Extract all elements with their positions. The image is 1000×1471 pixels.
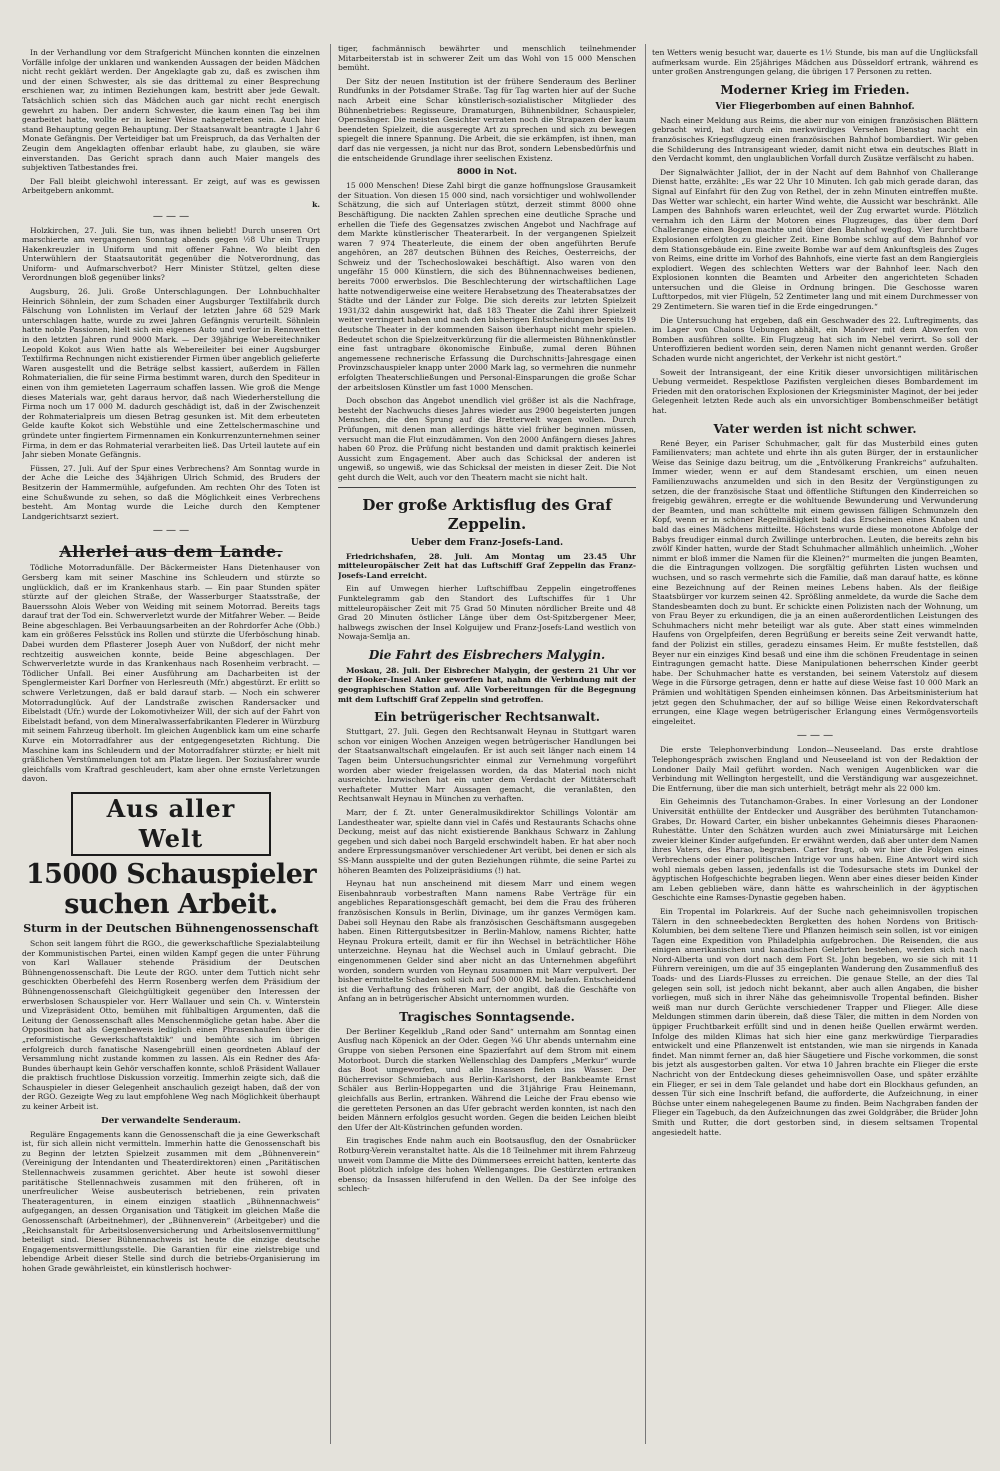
news-tropental: Ein Tropental im Polarkreis. Auf der Suche nach geheimnisvollen tropischen Tälern in den schneebedeckten Bergketten des hohen Nordens von Britisch-Kolumbien, bei dem seltene Tiere und Pflanzen heimisch sein sollen, ist vor einigen Tagen eine Expedition von Philadelphia aufgebrochen. Die Reisenden, die aus einigen amerikanischen und kanadischen Gelehrten bestehen, werden sich nach Nord-Alberta und von dort nach dem Fort St. John begeben, wo sie sich mit 11 Führern vereinigen, um die auf 35 eingeplanten Wanderung den Zusammenfluß des Toads- und des Liards-Flusses zu erreichen. Die genaue Stelle, an der dies Tal gelegen sein soll, ist jedoch nicht bekannt, aber auch allen Angaben, die bisher vorliegen, muß sich in ihrer Nähe das geheimnisvolle Tropental befinden. Bisher weiß man nur durch Gerüchte verschiedener Trapper und Flieger. Alle diese Meldungen stimmen darin überein, daß diese Täler, die mitten in dem Norden von üppiger Fruchtbarkeit erfüllt sind und in denen heiße Quellen erwärmt werden. Infolge des milden Klimas hat sich hier eine ganz merkwürdige Tierparadies entwickelt und eine Pflanzenwelt ist entstanden, wie man sie nirgends in Kanada findet. Man nimmt ferner an, daß hier Säugetiere und Fische vorkommen, die sonst bis jetzt als ausgestorben galten. Vor etwa 10 Jahren brachte ein Flieger die erste Nachricht von der Entdeckung dieses geheimnisvollen Oase, und später erzählte ein Flieger, er sei in dem Tale gelandet und habe dort ein Blockhaus gefunden, an dessen Tür sich eine Inschrift befand, die aufforderte, die Aufzeichnung, in einer Büchse unter einem nahegelegenen Baume zu finden. Beim Nachgraben fanden der Flieger ein Tagebuch, da den Aufzeichnungen das zwei Goldgräber, die Brüder John Smith und Rutter, die dort gestorben sind, in diesem seltsamen Tropental angesiedelt hatte. <box>652 906 978 1137</box>
article-rechtsanwalt: Marr, der f. Zt. unter Generalmusikdirektor Schillings Volontär am Landestheater war, spielte dann viel in Cafés und Restaurants Schachs ohne Deckung, meist auf das nicht existierende Bankhaus Schwarz in Zahlung gegeben und sich dabei noch Bargeld erschwindelt haben. Er hat aber noch andere Erpressungsmanöver verschiedener Art verübt, bei denen er sich als SS-Mann ausspielte und der guten Beziehungen rühmte, die seine Partei zu höheren Beamten des Polizeipräsidiums (!) hat. <box>338 808 636 875</box>
column-1 <box>22 48 320 1448</box>
article-krieg: Die Untersuchung hat ergeben, daß ein Geschwader des 22. Luftregiments, das im Lager von Chalons Uebungen abhält, ein Manöver mit dem Abwerfen von Bomben ausführen sollte. Ein Flugzeug hat sich im Nebel verirrt. So soll der Unteroffizieren bedient worden sein, deren Namen nicht genannt werden. Großer Schaden wurde nicht angerichtet, der Verkehr ist nicht gestört.“ <box>652 315 978 364</box>
headline-krieg: Moderner Krieg im Frieden. <box>720 82 910 97</box>
subheading-not: 8000 in Not. <box>457 167 517 178</box>
author-signoff: k. <box>312 199 320 209</box>
article-sonntagsende: Ein tragisches Ende nahm auch ein Bootsausflug, den der Osnabrücker Rotburg-Verein veranstaltet hatte. Als die 18 Teilnehmer mit ihrem Fahrzeug unweit vom Damme die Mitte des Dümmersees erreicht hatten, kenterte das Boot plötzlich infolge des hohen Wellenganges. Die Gestürzten ertranken ebenso; da Insassen hilferufend in den Wellen. Da der See infolge des schlech- <box>338 1136 636 1194</box>
article-paragraph: Der Sitz der neuen Institution ist der frühere Senderaum des Berliner Rundfunks in der Potsdamer Straße. Tag für Tag warten hier auf der Suche nach Arbeit eine Schar künstlerisch-sozialistischer Mitglieder des Bühnenbetriebes: Regisseure, Dramaturgen, Bühnenbildner, Schauspieler, Opernsänger. Die meisten Gesichter verraten noch die Strapazen der kaum beendeten Spielzeit, die ausgeregte Art zu sprechen und sich zu bewegen spiegelt die innere Spannung. Die Arbeit, die sie erkämpfen, ist ihnen, man darf das nie vergessen, ja nicht nur das Brot, sondern Lebensbedürfnis und die entscheidende Grundlage ihrer seelischen Existenz. <box>338 76 636 163</box>
section-heading-welt: Aus aller Welt <box>71 792 271 856</box>
subheading-senderaum: Der verwandelte Senderaum. <box>101 1115 241 1126</box>
article-krieg: Soweit der Intransigeant, der eine Kritik dieser unvorsichtigen militärischen Uebung vermeidet. Respektlose Pazifisten vergleichen dieses Bombardement im Frieden mit den oratorischen Explosionen der Kriegsminister Maginot, der bei jeder Gelegenheit letzten Rede auch als ein unvorsichtiger Bombenschmeißer betätigt hat. <box>652 367 978 415</box>
article-paragraph: Doch obschon das Angebot unendlich viel größer ist als die Nachfrage, besteht der Nachwuchs dieses Jahres wieder aus 2900 begeisterten jungen Menschen, die den Sprung auf die Bretterwelt wagen wollen. Durch Prüfungen, mit denen man allerdings hätte viel früher beginnen müssen, versucht man die Flut einzudämmen. Von den 2000 Anfängern dieses Jahres haben 60 Proz. die Prüfung nicht bestanden und damit praktisch keinerlei Aussicht zum Engagement. Aber auch das Schicksal der anderen ist ungewiß, so ungewiß, wie das Schicksal der meisten in dieser Zeit. Die Not geht durch die Welt, auch vor den Theatern macht sie nicht halt. <box>338 396 636 482</box>
news-holzkirchen: Holzkirchen, 27. Juli. Sie tun, was ihnen beliebt! Durch unseren Ort marschierte am vergangenen Sonntag abends gegen ½8 Uhr ein Trupp Hakenkreuzler in Uniform und mit offener Fahne. Wo bleibt den Unterwühlern der Staatsautorität gegenüber die Notverordnung, das Uniform- und Aufmarschverbot? Herr Minister Stützel, gelten diese Verordnungen bloß gegenüber links? <box>22 225 320 283</box>
article-paragraph: Der Fall bleibt gleichwohl interessant. Er zeigt, auf was es gewissen Arbeitgebern ankommt. <box>22 176 320 196</box>
column-rule-right <box>645 44 646 1444</box>
article-rechtsanwalt: Stuttgart, 27. Juli. Gegen den Rechtsanwalt Heynau in Stuttgart waren schon vor einigen Wochen Anzeigen wegen betrügerischer Handlungen bei der Staatsanwaltschaft eingelaufen. Er ist auch seit länger nach einem 14 Tagen beim Untersuchungsrichter einmal zur Vernehmung vorgeführt worden aber wieder freigelassen worden, da das Material noch nicht ausreichte. Inzwischen hat ein unter dem Verdacht der Mittäterschaft verhafteter Mutter Marr Aussagen gemacht, die veranlaßten, den Rechtsanwalt Heynau in München zu verhaften. <box>338 727 636 804</box>
headline-schauspieler: 15000 Schauspieler suchen Arbeit. <box>25 858 317 920</box>
news-fuessen: Füssen, 27. Juli. Auf der Spur eines Verbrechens? Am Sonntag wurde in der Ache die Leiche des 34jährigen Ulrich Schmid, des Bruders der Besitzerin der Hammermühle, aufgefunden. Am rechten Ohr des Toten ist eine Schußwunde zu sehen, so daß die Möglichkeit eines Verbrechens besteht. Am Montag wurde die Leiche durch den Kemptener Landgerichtsarzt seziert. <box>22 463 320 521</box>
subheadline-schauspieler: Sturm in der Deutschen Bühnengenossenschaft <box>23 921 319 935</box>
column-3 <box>652 48 978 1448</box>
section-heading-lande: Allerlei aus dem Lande. <box>59 542 283 562</box>
headline-sonntagsende: Tragisches Sonntagsende. <box>399 1009 575 1024</box>
article-sonntagsende: Der Berliner Kegelklub „Rand oder Sand“ unternahm am Sonntag einen Ausflug nach Köpenick an der Oder. Gegen ¾6 Uhr abends unternahm eine Gruppe von sieben Personen eine Spazierfahrt auf dem Strom mit einem Motorboot. Durch die starken Wellenschlag des Dampfers „Merkur“ wurde das Boot umgeworfen, und alle Insassen fielen ins Wasser. Der Bücherrevisor Schmiebach aus Berlin-Karlshorst, der Bankbeamte Ernst Schäler aus Berlin-Hoppegarten und die 31jährige Frau Heinemann, gleichfalls aus Berlin, ertranken. Während die Leiche der Frau ebenso wie die geretteten Personen an das Ufer gebracht werden konnten, ist nach den beiden Männern erfolglos gesucht worden. Gegen die beiden Leichen bleibt den Ufer der Alt-Küstrinchen gefunden worden. <box>338 1026 636 1132</box>
article-paragraph: 15 000 Menschen! Diese Zahl birgt die ganze hoffnungslose Grausamkeit der Situation. Von diesen 15 000 sind, nach vorsichtiger und wohlwollender Schätzung, die sich auf Unterlagen stützt, derzeit stimmt 8000 ohne Beschäftigung. Die nackten Zahlen sprechen eine deutliche Sprache und erhellen die Tiefe des Gegensatzes zwischen Angebot und Nachfrage auf dem Markte künstlerischer Theaterarbeit. In der vergangenen Spielzeit waren 7 974 Theaterleute, die einem der oben angeführten Berufe angehören, an 287 deutschen Bühnen des Reiches, Oesterreichs, der Schweiz und der Tschechoslowakei beschäftigt. Also waren von den ungefähr 15 000 Künstlern, die sich des Bühnennachweises bedienen, bereits 7000 erwerbslos. Die Beschlechterung der wirtschaftlichen Lage hatte notwendigerweise eine weitere Herabsetzung des Theaterabsatzes der Städte und der Länder zur Folge. Die sich dereits zur letzten Spielzeit 1931/32 dahin ausgewirkt hat, daß 183 Theater die Zahl ihrer Spielzeit weiter verringert haben und nach den bisherigen Entscheidungen bereits 19 deutsche Theater in der kommenden Saison überhaupt nicht mehr spielen. Bedeutet schon die Spielzeitverkürzung für die allermeisten Bühnenkünstler eine fast untragbare ökonomische Einbuße, zumal deren Bühnen angemessene rechnerische Erfassung die Durchschnitts-Jahresgage einen Provinzschauspieler knapp unter 2000 Mark lag, so vermehren die nunmehr erfolgten Theaterschließungen und Personal-Einsparungen die große Schar der arbeitslosen Künstler um fast 1000 Menschen. <box>338 181 636 392</box>
article-schauspieler: Schon seit langem führt die RGO., die gewerkschaftliche Spezialabteilung der Kommunistischen Partei, einen wilden Kampf gegen die unter Führung von Karl Wallauer stehende Präsidium der Deutschen Bühnengenossenschaft. Die Leute der RGO. unter dem Tuttich nicht sehr geschickten Oberbefehl des Herrn Rosenberg werfen dem Präsidium der Bühnengenossenschaft Gleichgültigkeit gegenüber den Interessen der erwerbslosen Schauspieler vor. Herr Wallauer und sein Ch. v. Winterstein und Vizepräsident Otto, bemühen mit fühlbaltigen Argumenten, daß die Leitung der Genossenschaft alles Menschenmögliche getan habe. Aber die Opposition hat als Gegenbeweis lediglich einen Phrasenhaufen über die „reformistische Gewerkschaftstaktik“ und bemühte sich im übrigen erfolgreich durch fanatische Nasengebrüll einen geordneten Ablauf der Versammlung nicht zustande kommen zu lassen. Als ein Redner des Afa-Bundes überhaupt kein Gehör verschaffen konnte, schloß Präsident Wallauer die praktisch fruchtlose Diskussion vorzeitig. Immerhin zeigte sich, daß die Schauspieler in dieser Gelegenheit anschaulich gezeigt haben, daß der von der RGO. Gezeigte Weg zu laut empfohlene Weg nach Möglichkeit überhaupt zu keiner Arbeit ist. <box>22 938 320 1112</box>
headline-malygin: Die Fahrt des Eisbrechers Malygin. <box>368 647 606 662</box>
article-zeppelin-lead: Friedrichshafen, 28. Juli. Am Montag um 23.45 Uhr mitteleuropäischer Zeit hat das Luftschiff Graf Zeppelin das Franz-Josefs-Land erreicht. <box>338 551 636 580</box>
article-malygin: Moskau, 28. Juli. Der Eisbrecher Malygin, der gestern 21 Uhr vor der Hooker-Insel Anker geworfen hat, nahm die Verbindung mit der geographischen Station auf. Alle Vorbereitungen für die Begegnung mit dem Luftschiff Graf Zeppelin sind getroffen. <box>338 665 636 704</box>
column-rule-left <box>330 44 331 1444</box>
subheadline-krieg: Vier Fliegerbomben auf einen Bahnhof. <box>715 101 915 112</box>
article-continuation: tiger, fachmännisch bewährter und menschlich teilnehmender Mitarbeiterstab ist in schwerer Zeit um das Wohl von 15 000 Menschen bemüht. <box>338 44 636 73</box>
subheadline-zeppelin: Ueber dem Franz-Josefs-Land. <box>410 537 564 548</box>
headline-vater: Vater werden ist nicht schwer. <box>713 421 917 436</box>
separator: — — — <box>152 210 190 222</box>
separator: — — — <box>152 525 190 537</box>
article-vater: René Beyer, ein Pariser Schuhmacher, galt für das Musterbild eines guten Familienvaters; man achtete und ehrte ihn als guten Bürger, der in erstaunlicher Weise das Seinige dazu beitrug, um die „Entvölkerung Frankreichs“ aufzuhalten. Immer wieder, wenn er auf dem Standesamt erschien, um einen neuen Familienzuwachs anzumelden und sich in den Besitz der Vergünstigungen zu setzen, die der französische Staat und öffentliche Stiftungen den Kinderreichen so freigebig gewähren, erregte er die wohltuende Bewunderung und Verwunderung der Beamten, und man schüttelte mit einem gewissen fälligen Schmunzeln den Kopf, wenn er in schöner Regelmäßigkeit bald das Erscheinen eines Knaben und bald das eines Mädchens mitteilte. Höchstens wurde diese monotone Abfolge der Babys freudiger einmal durch Zwillinge unterbrochen. Leuten, die bereits zehn bis zwölf Kinder hatten, wurde der Stadt Schuhmacher allmählich unheimlich. „Woher nimmt er bloß immer die Namen für die Kleinen?“ murmelten die jungen Beamten, die die Eintragungen vollzogen. Die sorgfältig geführten Listen wuchsen und wuchsen, und so rasch vermehrte sich die Familie, daß man darauf hatte, es könne eine Bezeichnung auf der Reinen meines Lebens haben. Als der fleißige Staatsbürger vor kurzem seinen 42. Sprößling anmeldete, da wurde die Sache dem Standesbeamten doch zu bunt. Er schickte einen Polizisten nach der Wohnung, um von Frau Beyer zu erkundigen, die ja an einen außerordentlichen Leistungen des Schuhmachers nicht mehr beteiligt war als gute. Aber statt eines wimmelnden Haufens von Orgelpfeifen, deren Begrüßung er bereits seine Zeit verwandt hatte, fand der Polizist ein stilles, geradezu einsames Heim. Er mußte feststellen, daß Beyer nur ein einziges Kind besaß und eine ihm die schönen Freudentage in seinen Eintragungen gemacht hatte. Diese Manipulationen beherrschen Kinder geerbt habe. Der Schuhmacher hatte es verstanden, bei seinem Vaterstolz auf diesem Wege in die Fürsorge getragen, denn er hatte auf diese Weise fast 10 000 Mark an Prämien und wohltätigen Spenden einheimsen können. Das Arbeitsministerium hat jetzt gegen den Schuhmacher, der auf so billige Weise einen Rekordvaterschaft errungen, eine Klage wegen betrügerischer Erlangung eines Vermögensvorteils eingeleitet. <box>652 438 978 726</box>
separator: — — — <box>796 730 834 742</box>
news-augsburg: Augsburg, 26. Juli. Große Unterschlagungen. Der Lohnbuchhalter Heinrich Söhnlein, der zum Schaden einer Augsburger Textilfabrik durch Fälschung von Lohnlisten im Verlauf der letzten Jahre 68 529 Mark unterschlagen hatte, wurde zu zwei Jahren Gefängnis verurteilt. Söhnlein hatte noble Passionen, hielt sich ein eigenes Auto und verlor in Rennwetten in den letzten Jahren rund 9000 Mark. — Der 39jährige Webereitechniker Leopold Kokot aus Wien hatte als Webereileiter bei einer Augsburger Textilfirma Rechnungen nicht existierender Firmen über angeblich gelieferte Waren ausgestellt und die Beträge selbst kassiert, außerdem in Fällen Rohmaterialien, die für seine Firma bestimmt waren, durch den Spediteur in einen von ihm gemieteten Lagerraum schaffen lassen. Wie groß die Menge dieses Materials war, geht daraus hervor, daß nach Wiederherstellung die Firma noch um 17 000 M. dadurch geschädigt ist, daß in der Zwischenzeit der Rohmaterialpreis um diesen Betrag gesunken ist. Mit dem erbeuteten Gelde kaufte Kokot sich Webstühle und eine Zettelschermaschine und gründete unter fingiertem Firmennamen ein Konkurrenzunternehmen seiner Firma, in dem er das Rohmaterial verarbeiten ließ. Das Urteil lautete auf ein Jahr sieben Monate Gefängnis. <box>22 287 320 460</box>
article-rechtsanwalt: Heynau hat nun anscheinend mit diesem Marr und einem wegen Eisenbahnraub vorbestraften Mann namens Rabe Verträge für ein angebliches Reparationsgeschäft gemacht, bei dem die Frau des früheren französischen Konsuls in Berlin, Divinage, um ihr ganzes Vermögen kam. Dabei soll Heynau den Rabe als französischen Geschäftsmann ausgegeben haben. Einen Rittergutsbesitzer in Berlin-Mahlow, namens Richter, hatte Heynau Prokura erteilt, damit er für ihn Wechsel in beträchtlicher Höhe unterzeichne. Heynau hat die Wechsel auch in Umlauf gebracht. Die eingenommenen Gelder sind aber nicht an das Unternehmen abgeführt worden, sondern wurden von Heynau zusammen mit Marr verpulvert. Der bisher ermittelte Schaden soll sich auf 500 000 RM. belaufen. Entscheidend ist die Verhaftung des früheren Marr, der angibt, daß die Geschäfte von Anfang an in betrügerischer Absicht unternommen wurden. <box>338 879 636 1004</box>
article-krieg: Der Signalwächter Jalliot, der in der Nacht auf dem Bahnhof von Challerange Dienst hatte, erzählte: „Es war 22 Uhr 10 Minuten. Ich gab mich gerade daran, das Signal auf Einfahrt für den Zug von Rethel, der in zehn Minuten eintreffen mußte. Das Wetter war schlecht, ein harter Wind wehte, die Aussicht war beschränkt. Alle Lampen des Bahnhofs waren erleuchtet, weil der Zug erwartet wurde. Plötzlich vernahm ich den Lärm der Motoren eines Flugzeuges, das über dem Dorf Challerange einen Bogen machte und über den Bahnhof wegflog. Vier furchtbare Explosionen erfolgten zu gleicher Zeit. Eine Bombe schlug auf dem Bahnhof vor dem Stationsgebäude ein. Eine zweite Bombe war auf dem Ankunftsgleis des Zuges von Reims, eine dritte im Vorhof des Bahnhofs, eine vierte fast an dem Rangiergleis explodiert. Wegen des schlechten Wetters war der Bahnhof leer. Nach den Explosionen konnten die Beamten und Arbeiter den angerichteten Schaden untersuchen und die Gleise in Ordnung bringen. Die Geschosse waren Lufttorpedos, mit vier Flügeln, 52 Zentimeter lang und mit einem Durchmesser von 29 Zentimetern. Sie waren tief in die Erde eingedrungen.“ <box>652 167 978 312</box>
news-tutanchamon: Ein Geheimnis des Tutanchamon-Grabes. In einer Vorlesung an der Londoner Universität enthüllte der Entdecker und Ausgräber des berühmten Tutanchamon-Grabes, Dr. Howard Carter, ein bisher unbekanntes Geheimnis dieses Pharaonen-Ruhestätte. Unter den Schätzen wurden auch zwei Miniatursärge mit Leichen zweier kleiner Kinder aufgefunden. Er erwähnt werden, daß aber unter dem Namen ihres Vaters, des Pharao, begraben. Carter fragt, ob wir hier die Folgen eines Verbrechens oder einer politischen Intrige vor uns haben. Eine Antwort wird sich wohl niemals geben lassen, jedenfalls ist die Todesursache stets im Dunkel der ägyptischen Hofgeschichte begraben liegen. Wenn aber eines dieser beiden Kinder am Leben geblieben wäre, dann hätte es wahrscheinlich in der ägyptischen Geschichte eine Ramses-Dynastie gegeben haben. <box>652 797 978 903</box>
news-lande: Tödliche Motorradunfälle. Der Bäckermeister Hans Dietenhauser von Gersberg kam mit seiner Maschine ins Schleudern und stürzte so unglücklich, daß er im Krankenhaus starb. — Ein paar Stunden später stürzte auf der gleichen Straße, der Wasserburger Staatsstraße, der Bauerssohn Alois Weber von Weiding mit seinem Motorrad. Bereits tags darauf trat der Tod ein. Schwerverletzt wurde der Mitfahrer Weber. — Beide Beine abgeschlagen. Bei Verbauungsarbeiten an der Rohrdorfer Ache (Obb.) kam ein größeres Felsstück ins Rollen und stürzte die Uferböschung hinab. Dabei wurden dem Pflasterer Joseph Auer von Nußdorf, der nicht mehr rechtzeitig ausweichen konnte, beide Beine abgeschlagen. Der Schwerverletzte wurde in das Krankenhaus nach Rosenheim verbracht. — Tödlicher Unfall. Bei einer Ausführung am Dacharbeiten ist der Spenglermeister Karl Dorfner von Herlesreuth (Mfr.) abgestürzt. Er erlitt so schwere Verletzungen, daß er bald darauf starb. — Noch ein schwerer Motorradunglück. Auf der Landstraße zwischen Randersacker und Eibelstadt (Ufr.) wurde der Lokomotivheizer Will, der sich auf der Fahrt von Eibelstadt befand, von dem Mineralwasserfabrikanten Flederer in Würzburg mit seinem Fahrzeug überholt. Im gleichen Augenblick kam um eine scharfe Kurve ein Motorradfahrer aus der entgegengesetzten Richtung. Die Maschine kam ins Schleudern und der Motorradfahrer stürzte; er hielt mit gräßlichen Verstümmelungen tot am Platze liegen. Der Soziusfahrer wurde gleichfalls vom Kraftrad geschleudert, kam aber ohne ernste Verletzungen davon. <box>22 563 320 784</box>
headline-zeppelin: Der große Arktisflug des Graf Zeppelin. <box>362 495 612 533</box>
article-krieg: Nach einer Meldung aus Reims, die aber nur von einigen französischen Blättern gebracht wird, hat durch ein merkwürdiges Versehen Dienstag nacht ein französisches Kriegsflugzeug einen französischen Bahnhof bombardiert. Wir geben die Schilderung des Intransigeant wieder, damit nicht etwa ein deutsches Blatt in den Verdacht kommt, den unglaublichen Vorfall durch Zusätze verfälscht zu haben. <box>652 115 978 164</box>
article-paragraph: In der Verhandlung vor dem Strafgericht München konnten die einzelnen Vorfälle infolge der unklaren und wankenden Aussagen der beiden Mädchen nicht recht geklärt werden. Der Angeklagte gab zu, daß es zwischen ihm und der einen Schwester, als sie das drittemal zu einer Besprechung erschienen war, zu intimen Beziehungen kam, bestritt aber jede Gewalt. Tatsächlich schien sich das Mädchen auch gar nicht recht energisch gewehrt zu haben. Der andern Schwester, die kaum einen Tag bei ihm gearbeitet hatte, wollte er in keiner Weise nahegetreten sein. Auch hier stand Behauptung gegen Behauptung. Der Staatsanwalt beantragte 1 Jahr 6 Monate Gefängnis. Der Verteidiger bat um Freispruch, da das Verhalten der Zeugin dem Angeklagten offenbar erlaubt habe, zu glauben, sie wäre einverstanden. Das Gericht sprach dann auch Maier mangels des subjektiven Tatbestandes frei. <box>22 48 320 173</box>
headline-rechtsanwalt: Ein betrügerischer Rechtsanwalt. <box>374 710 600 725</box>
article-senderaum: Reguläre Engagements kann die Genossenschaft die ja eine Gewerkschaft ist, für sich allein nicht vermitteln. Immerhin hatte die Genossenschaft bis zu Beginn der letzten Spielzeit zusammen mit dem „Bühnenverein“ (Vereinigung der Intendanten und Theaterdirektoren) einen „Paritätischen Stellennachweis zusammen gerichtet. Aber heute ist sowohl dieser paritätische Stellennachweis zusammen mit den früheren, oft in unerfreulicher Weise ausbeuterisch betriebenen, rein privaten Theateragenturen, in einem einzigen staatlich „Bühnennachweis“ aufgegangen, an dessen Organisation und Tätigkeit im gleichen Maße die Genossenschaft (Arbeitnehmer), der „Bühnenverein“ (Arbeitgeber) und die „Reichsanstalt für Arbeitslosenversicherung und Arbeitslosenvermittlung“ beteiligt sind. Dieser Bühnennachweis ist heute die einzige deutsche Engagementsvermittlungsstelle. Die Garantien für eine zielstrebige und lebendige Arbeit dieser Stelle sind durch die betriebs-Organisierung im hohen Grade gewährleistet, ein künstlerisch hochwer- <box>22 1129 320 1273</box>
news-telephon: Die erste Telephonverbindung London—Neuseeland. Das erste drahtlose Telephongespräch zwischen England und Neuseeland ist von der Redaktion der Londoner Daily Mail geführt worden. Nach wenigen Augenblicken war die Verbindung mit Wellington hergestellt, und die Verständigung war ausgezeichnet. Die Entfernung, über die man sich unterhielt, beträgt mehr als 22 000 km. <box>652 745 978 793</box>
article-zeppelin: Ein auf Umwegen hierher Luftschiffbau Zeppelin eingetroffenes Funktelegramm gab den Standort des Luftschiffes für 1 Uhr mitteleuropäischer Zeit mit 75 Grad 50 Minuten nördlicher Breite und 48 Grad 20 Minuten östlicher Länge über dem Ost-Spitzbergener Meer, halbwegs zwischen der Insel Kolguijew und Franz-Josefs-Land westlich von Nowaja-Semlja an. <box>338 584 636 642</box>
divider <box>338 487 636 488</box>
article-continuation: ten Wetters wenig besucht war, dauerte es 1½ Stunde, bis man auf die Unglücksfall aufmerksam wurde. Ein 25jähriges Mädchen aus Düsseldorf ertrank, während es unter großen Anstrengungen gelang, die übrigen 17 Personen zu retten. <box>652 48 978 77</box>
column-2 <box>338 44 636 1444</box>
